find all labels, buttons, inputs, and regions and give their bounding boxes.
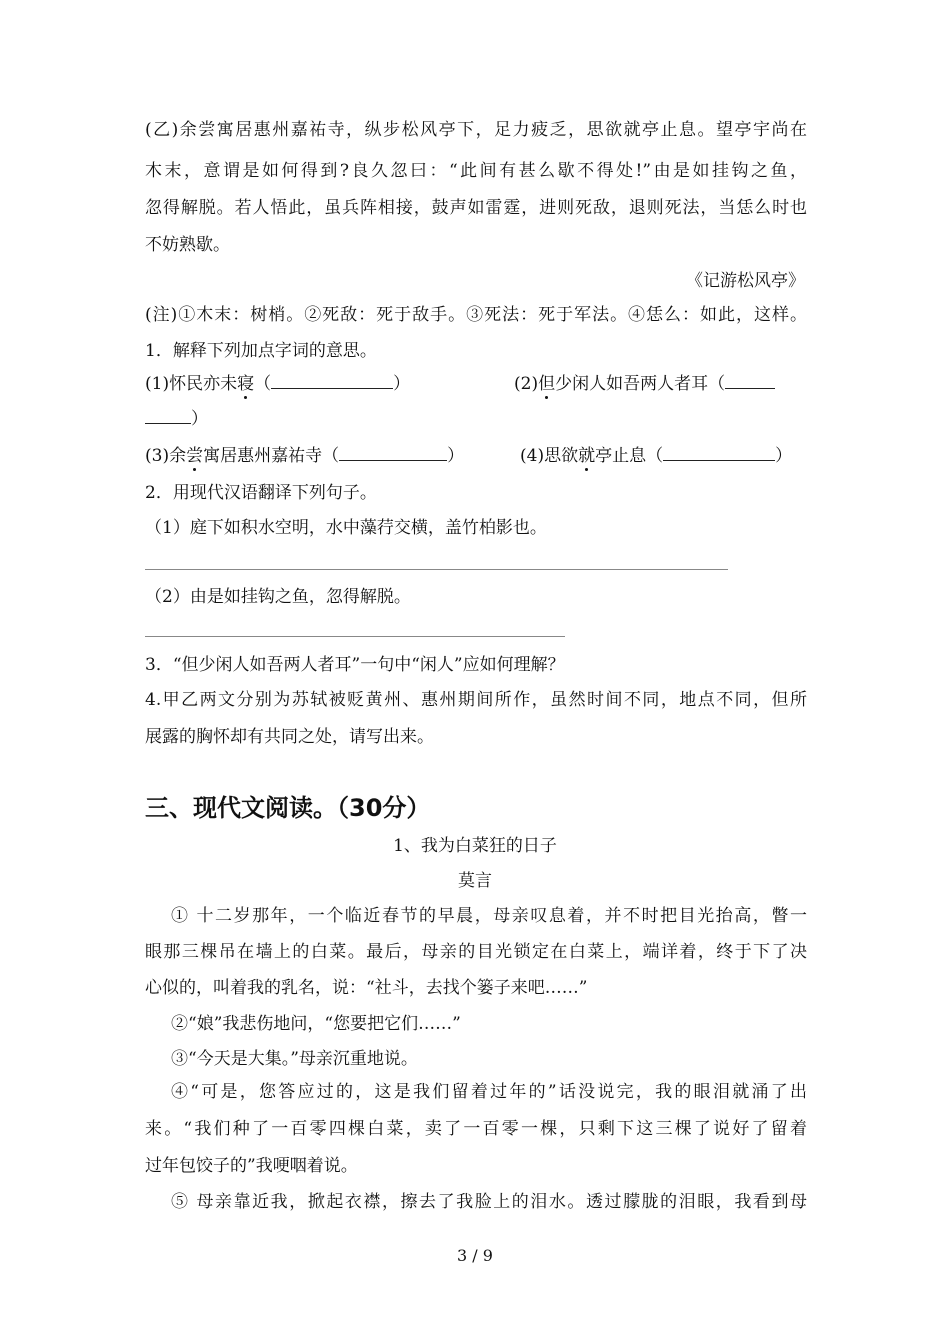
answer-blank[interactable] xyxy=(725,372,775,389)
q2-stem: 2．用现代汉语翻译下列句子。 xyxy=(145,483,377,503)
q1-item-4: (4)思欲就亭止息（ ） xyxy=(520,446,793,466)
passage-yi-line-1: (乙)余尝寓居惠州嘉祐寺，纵步松风亭下，足力疲乏，思欲就亭止息。望亭宇尚在 xyxy=(145,120,807,140)
q1-item-1: (1)怀民亦未寝（ ） xyxy=(145,374,411,394)
q2-sentence-2: （2）由是如挂钩之鱼，忽得解脱。 xyxy=(145,587,411,607)
answer-line-1[interactable] xyxy=(145,569,728,570)
paragraph-5-line-1: ⑤ 母亲靠近我，掀起衣襟，擦去了我脸上的泪水。透过朦胧的泪眼，我看到母 xyxy=(171,1192,807,1212)
paragraph-4-line-2: 来。“我们种了一百零四棵白菜，卖了一百零一棵，只剩下这三棵了说好了留着 xyxy=(145,1119,807,1139)
paragraph-1-line-3: 心似的，叫着我的乳名，说：“社斗，去找个篓子来吧……” xyxy=(145,978,588,998)
answer-blank[interactable] xyxy=(339,444,447,461)
emphasis-char: 寝 xyxy=(237,374,255,394)
paragraph-4-line-3: 过年包饺子的”我哽咽着说。 xyxy=(145,1156,358,1176)
answer-blank[interactable] xyxy=(145,407,191,424)
q4-line-1: 4.甲乙两文分别为苏轼被贬黄州、惠州期间所作，虽然时间不同，地点不同，但所 xyxy=(145,690,807,710)
answer-line-2[interactable] xyxy=(145,636,565,637)
paragraph-4-line-1: ④“可是，您答应过的，这是我们留着过年的”话没说完，我的眼泪就涌了出 xyxy=(171,1082,807,1102)
answer-blank[interactable] xyxy=(663,444,775,461)
passage-yi-line-4: 不妨熟歇。 xyxy=(145,235,230,255)
emphasis-char: 但 xyxy=(538,374,556,394)
answer-blank[interactable] xyxy=(271,372,393,389)
paragraph-1-line-1: ① 十二岁那年，一个临近春节的早晨，母亲叹息着，并不时把目光抬高，瞥一 xyxy=(171,906,807,926)
emphasis-char: 就 xyxy=(578,446,596,466)
q1-stem: 1．解释下列加点字词的意思。 xyxy=(145,341,377,361)
passage-yi-line-2: 木末，意谓是如何得到?良久忽曰：“此间有甚么歇不得处!”由是如挂钩之鱼， xyxy=(145,161,807,181)
q4-line-2: 展露的胸怀却有共同之处，请写出来。 xyxy=(145,727,434,747)
paragraph-3: ③“今天是大集。”母亲沉重地说。 xyxy=(171,1049,418,1069)
q1-item-2-cont: ） xyxy=(145,407,208,431)
passage-source: 《记游松风亭》 xyxy=(686,271,805,291)
q1-item-3: (3)余尝寓居惠州嘉祐寺（ ） xyxy=(145,446,465,466)
paragraph-2: ②“娘”我悲伤地问，“您要把它们……” xyxy=(171,1014,461,1034)
paragraph-1-line-2: 眼那三棵吊在墙上的白菜。最后，母亲的目光锁定在白菜上，端详着，终于下了决 xyxy=(145,942,807,962)
passage-note: (注)①木末：树梢。②死敌：死于敌手。③死法：死于军法。④恁么：如此，这样。 xyxy=(145,305,807,325)
q1-item-2: (2)但少闲人如吾两人者耳（ xyxy=(514,372,775,396)
q3-stem: 3．“但少闲人如吾两人者耳”一句中“闲人”应如何理解？ xyxy=(145,655,565,675)
q2-sentence-1: （1）庭下如积水空明，水中藻荇交横，盖竹柏影也。 xyxy=(145,518,547,538)
section-heading: 三、现代文阅读。（30分） xyxy=(145,794,431,822)
article-title: 1、我为白菜狂的日子 xyxy=(393,836,557,856)
passage-yi-line-3: 忽得解脱。若人悟此，虽兵阵相接，鼓声如雷霆，进则死敌，退则死法，当恁么时也 xyxy=(145,198,807,218)
article-author: 莫言 xyxy=(458,871,492,891)
page-number: 3 / 9 xyxy=(457,1246,493,1265)
emphasis-char: 尝 xyxy=(186,446,204,466)
